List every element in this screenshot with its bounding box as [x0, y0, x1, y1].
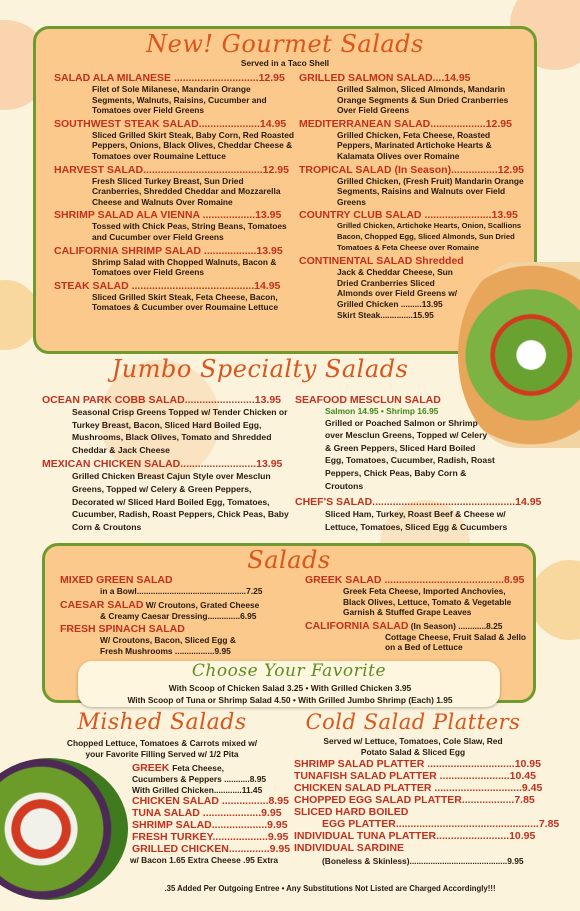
menu-item [295, 496, 542, 533]
item-desc: Sliced Grilled Skirt Steak, Feta Cheese, Bacon, Tomatoes & Cucumber over Roumaine Lettuce [92, 291, 278, 313]
item-desc: Grilled Chicken, Feta Cheese, Roasted Peppers, Marinated Artichoke Hearts & Kalamata Olives over Romaine [337, 129, 492, 161]
mished-title: Mished Salads [77, 710, 247, 735]
item-name: TROPICAL SALAD (In Season)................12.95 [299, 163, 525, 176]
item-prices: Salmon 14.95 • Shrimp 16.95 [325, 406, 439, 416]
mished-greek-line3: With Grilled Chicken............11.45 [132, 784, 263, 795]
menu-item [299, 209, 527, 253]
item-desc: Filet of Sole Milanese, Mandarin Orange Segments, Walnuts, Raisins, Cucumber and Tomatoes over Field Greens [92, 84, 267, 116]
greek-salad-photo [0, 758, 128, 900]
menu-item [60, 623, 300, 656]
choose-line-2: With Scoop of Tuna or Shrimp Salad 4.50 • With Grilled Jumbo Shrimp (Each) 1.95 [127, 695, 453, 705]
gourmet-subtitle: Served in a Taco Shell [240, 58, 330, 68]
item-name: SEAFOOD MESCLUN SALAD [295, 394, 441, 406]
cold-item: CHOPPED EGG SALAD PLATTER..................7.85 [294, 794, 535, 806]
item-name: CALIFORNIA SHRIMP SALAD ..................13.95 [54, 244, 283, 257]
item-desc: Grilled or Poached Salmon or Shrimp over Mesclun Greens, Topped w/ Celery & Green Peppers, Sliced Hard Boiled Egg, Tomatoes, Cucumber, Radish, Roast Peppers, Chick Peas, Baby Corn & Croutons [325, 417, 495, 491]
menu-item [60, 574, 300, 597]
mished-greek-desc: Feta Cheese, [172, 763, 224, 773]
choose-line-1: With Scoop of Chicken Salad 3.25 • With Grilled Chicken 3.95 [168, 683, 412, 693]
item-name: MIXED GREEN SALAD [60, 574, 173, 586]
cold-item: CHICKEN SALAD PLATTER ..............................9.45 [294, 782, 543, 794]
mished-intro: Chopped Lettuce, Tomatoes & Carrots mixed w/ your Favorite Filling Served w/ 1/2 Pita [66, 738, 258, 759]
bg-circle [530, 560, 580, 640]
item-desc: Greek Feta Cheese, Imported Anchovies, Black Olives, Lettuce, Tomato & Vegetable Garnish & Stuffed Grape Leaves [343, 586, 512, 618]
menu-item [54, 118, 294, 162]
mished-greek [132, 762, 292, 774]
mished-item: TUNA SALAD ....................9.95 [132, 807, 282, 820]
item-desc: Tossed with Chick Peas, String Beans, Tomatoes and Cucumber over Field Greens [92, 221, 287, 242]
cold-item: SHRIMP SALAD PLATTER ..............................10.95 [294, 758, 541, 770]
mished-item: CHICKEN SALAD ................8.95 [132, 795, 289, 808]
jumbo-right-column [295, 394, 542, 535]
cold-intro: Served w/ Lettuce, Tomatoes, Cole Slaw, Red Potato Salad & Sliced Egg [323, 736, 503, 757]
item-desc: Jack & Cheddar Cheese, Sun Dried Cranberries Sliced Almonds over Field Greens w/ Grilled Chicken .........13.95 Skirt Steak..............15.95 [337, 267, 458, 320]
choose-favorite-title: Choose Your Favorite [191, 661, 387, 681]
menu-item [299, 118, 527, 162]
item-name: SOUTHWEST STEAK SALAD.....................14.95 [54, 117, 287, 130]
salads-right-column [305, 574, 530, 655]
cold-item: SLICED HARD BOILED [294, 806, 409, 818]
item-name: CONTINENTAL SALAD Shredded [299, 255, 464, 268]
menu-item [54, 209, 294, 242]
item-desc: Sliced Ham, Turkey, Roast Beef & Cheese w/ Lettuce, Tomatoes, Sliced Egg & Cucumbers [325, 509, 508, 532]
mished-item: SHRIMP SALAD...................9.95 [132, 819, 288, 832]
item-name: CHEF'S SALAD.................................................14.95 [295, 496, 542, 509]
menu-item [42, 458, 292, 533]
salads-title: Salads [247, 546, 331, 574]
item-desc: Cottage Cheese, Fruit Salad & Jello on a Bed of Lettuce [385, 631, 527, 653]
jumbo-left-column [42, 394, 292, 535]
item-extra: W/ Croutons, Grated Cheese [143, 599, 260, 610]
menu-item [54, 245, 294, 278]
mished-list [132, 762, 292, 866]
item-desc: Grilled Chicken Breast Cajun Style over Mesclun Greens, Topped w/ Celery & Green Peppers, Decorated w/ Sliced Hard Boiled Egg, Tomatoes, Cucumber, Radish, Roast Peppers, Chick Peas, Baby Corn & Croutons [72, 471, 289, 532]
menu-item [299, 164, 527, 208]
item-name: SALAD ALA MILANESE .............................12.95 [54, 72, 285, 84]
item-name: GRILLED SALMON SALAD....14.95 [299, 72, 471, 84]
item-desc: Grilled Salmon, Sliced Almonds, Mandarin Orange Segments & Sun Dried Cranberries Over Field Greens [337, 84, 509, 116]
item-desc: Shrimp Salad with Chopped Walnuts, Bacon & Tomatoes over Field Greens [92, 256, 277, 278]
cold-item: INDIVIDUAL SARDINE [294, 842, 405, 854]
item-desc: Seasonal Crisp Greens Topped w/ Tender Chicken or Turkey Breast, Bacon, Sliced Hard Boiled Egg, Mushrooms, Black Olives, Tomato and Shredded Cheddar & Jack Cheese [72, 407, 288, 455]
cold-list [294, 758, 560, 867]
item-extra: (In Season) ............8.25 [408, 620, 503, 631]
item-desc: Grilled Chicken, Artichoke Hearts, Onion, Scallions Bacon, Chopped Egg, Sliced Almonds, Sun Dried Tomatoes & Feta Cheese over Romaine [337, 221, 522, 252]
item-name: GREEK SALAD .........................................8.95 [305, 574, 525, 586]
item-desc: Grilled Chicken, (Fresh Fruit) Mandarin Orange Segments, Raisins and Walnuts over Field Greens [337, 175, 524, 207]
menu-item [42, 394, 292, 456]
gourmet-title: New! Gourmet Salads [146, 30, 424, 58]
item-name-text: CALIFORNIA SALAD [305, 619, 409, 632]
menu-item [54, 164, 294, 208]
jumbo-title: Jumbo Specialty Salads [111, 355, 409, 383]
mished-greek-line2: Cucumbers & Peppers ...........8.95 [132, 774, 267, 784]
mished-greek-name: GREEK [132, 762, 170, 774]
item-name [60, 599, 300, 611]
item-name [305, 620, 530, 632]
item-desc: & Creamy Caesar Dressing..............6.95 [100, 610, 257, 621]
menu-item [305, 620, 530, 653]
mished-item: GRILLED CHICKEN..............9.95 [132, 843, 291, 856]
item-name-text: CAESAR SALAD [60, 598, 144, 611]
item-name: FRESH SPINACH SALAD [60, 623, 185, 636]
menu-item [54, 280, 294, 313]
item-name: HARVEST SALAD.........................................12.95 [54, 163, 289, 176]
gourmet-left-column [54, 72, 294, 315]
mished-footer: w/ Bacon 1.65 Extra Cheese .95 Extra [130, 855, 279, 866]
item-desc: Fresh Sliced Turkey Breast, Sun Dried Cranberries, Shredded Cheddar and Mozzarella Cheese and Walnuts Over Romaine [92, 175, 281, 207]
item-name: MEDITERRANEAN SALAD...................12.95 [299, 117, 512, 130]
item-desc: in a Bowl...............................................7.25 [100, 586, 263, 596]
menu-item [299, 72, 527, 116]
item-name: SHRIMP SALAD ALA VIENNA ..................13.95 [54, 209, 282, 222]
item-name: MEXICAN CHICKEN SALAD..........................13.95 [42, 458, 283, 471]
menu-item [60, 599, 300, 622]
cold-item: TUNAFISH SALAD PLATTER ........................10.45 [294, 770, 536, 782]
item-desc: Sliced Grilled Skirt Steak, Baby Corn, Red Roasted Peppers, Onions, Black Olives, Cheddar Cheese & Tomatoes over Roumaine Lettuce [92, 129, 294, 161]
menu-item [305, 574, 530, 618]
cold-item: EGG PLATTER.................................................7.85 [322, 818, 560, 830]
item-name: STEAK SALAD ..........................................14.95 [54, 279, 281, 292]
item-name: OCEAN PARK COBB SALAD........................13.95 [42, 394, 282, 406]
footer-note: .35 Added Per Outgoing Entree • Any Substitutions Not Listed are Charged Accordingly!!! [164, 884, 496, 893]
item-name: COUNTRY CLUB SALAD .......................13.95 [299, 209, 518, 222]
mished-item: FRESH TURKEY...................9.95 [132, 831, 289, 844]
cold-title: Cold Salad Platters [305, 710, 521, 734]
item-desc: W/ Croutons, Bacon, Sliced Egg & Fresh Mushrooms .................9.95 [100, 635, 236, 656]
cold-item: INDIVIDUAL TUNA PLATTER.........................10.95 [294, 830, 536, 842]
menu-item [54, 72, 294, 116]
cold-item: (Boneless & Skinless)..........................................9.95 [322, 856, 524, 866]
menu-item [295, 394, 530, 492]
salads-left-column [60, 574, 300, 658]
